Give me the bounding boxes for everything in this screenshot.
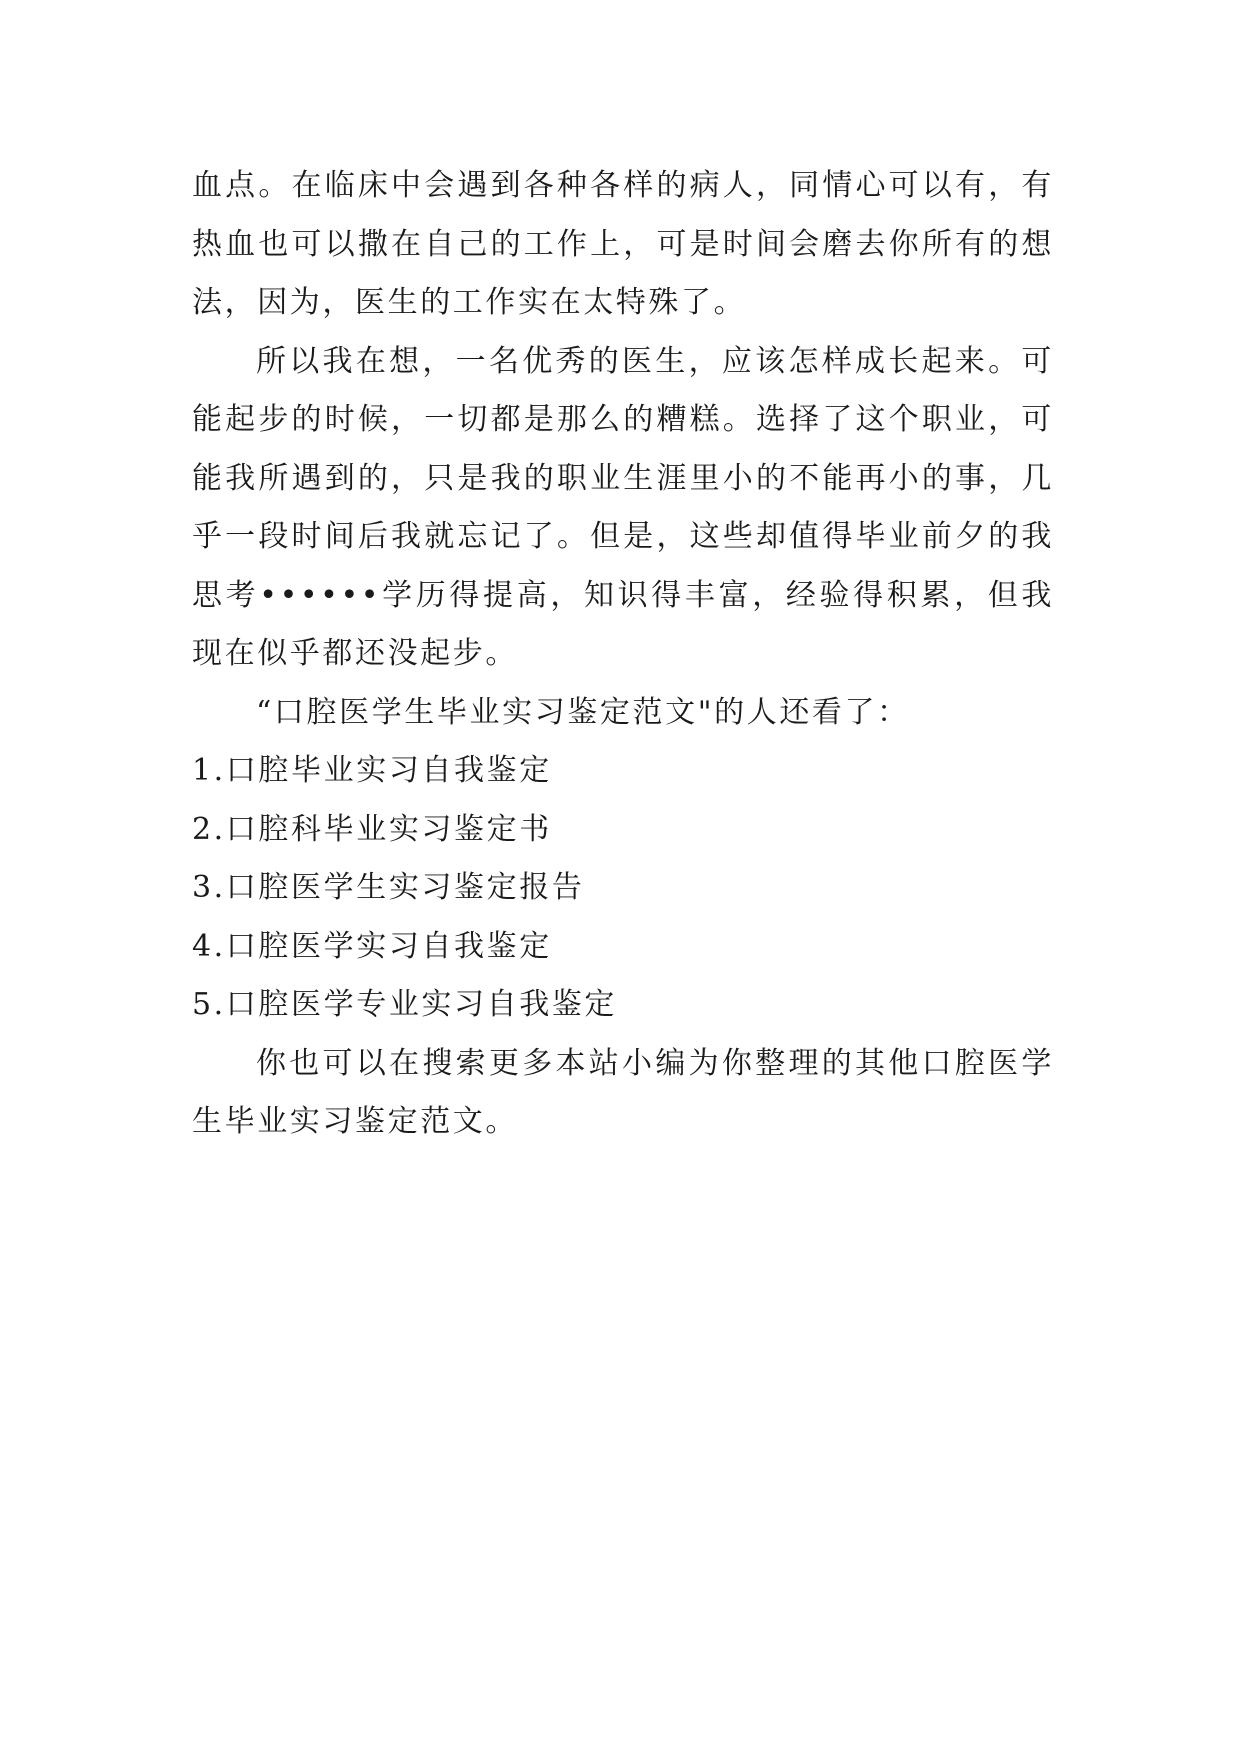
- related-link-5[interactable]: 5.口腔医学专业实习自我鉴定: [192, 987, 618, 1022]
- closing-paragraph: 你也可以在搜索更多本站小编为你整理的其他口腔医学生毕业实习鉴定范文。: [192, 1045, 1054, 1139]
- related-link-1[interactable]: 1.口腔毕业实习自我鉴定: [192, 753, 552, 788]
- related-link-3[interactable]: 3.口腔医学生实习鉴定报告: [192, 870, 585, 905]
- related-link-4[interactable]: 4.口腔医学实习自我鉴定: [192, 928, 552, 964]
- paragraph-reflection: 所以我在想，一名优秀的医生，应该怎样成长起来。可能起步的时候，一切都是那么的糟糕。选择了这个职业，可能我所遇到的，只是我的职业生涯里小的不能再小的事，几乎一段时间后我就忘记了。但是，这些却值得毕业前夕的我思考••••••学历得提高，知识得丰富，经验得积累，但我现在似乎都还没起步。: [192, 343, 1054, 671]
- paragraph-continuation: 血点。在临床中会遇到各种各样的病人，同情心可以有，有热血也可以撒在自己的工作上，可是时间会磨去你所有的想法，因为，医生的工作实在太特殊了。: [192, 168, 1054, 320]
- document-body: [192, 157, 1054, 1152]
- related-heading: “口腔医学生毕业实习鉴定范文"的人还看了：: [256, 694, 910, 730]
- related-link-2[interactable]: 2.口腔科毕业实习鉴定书: [192, 811, 552, 847]
